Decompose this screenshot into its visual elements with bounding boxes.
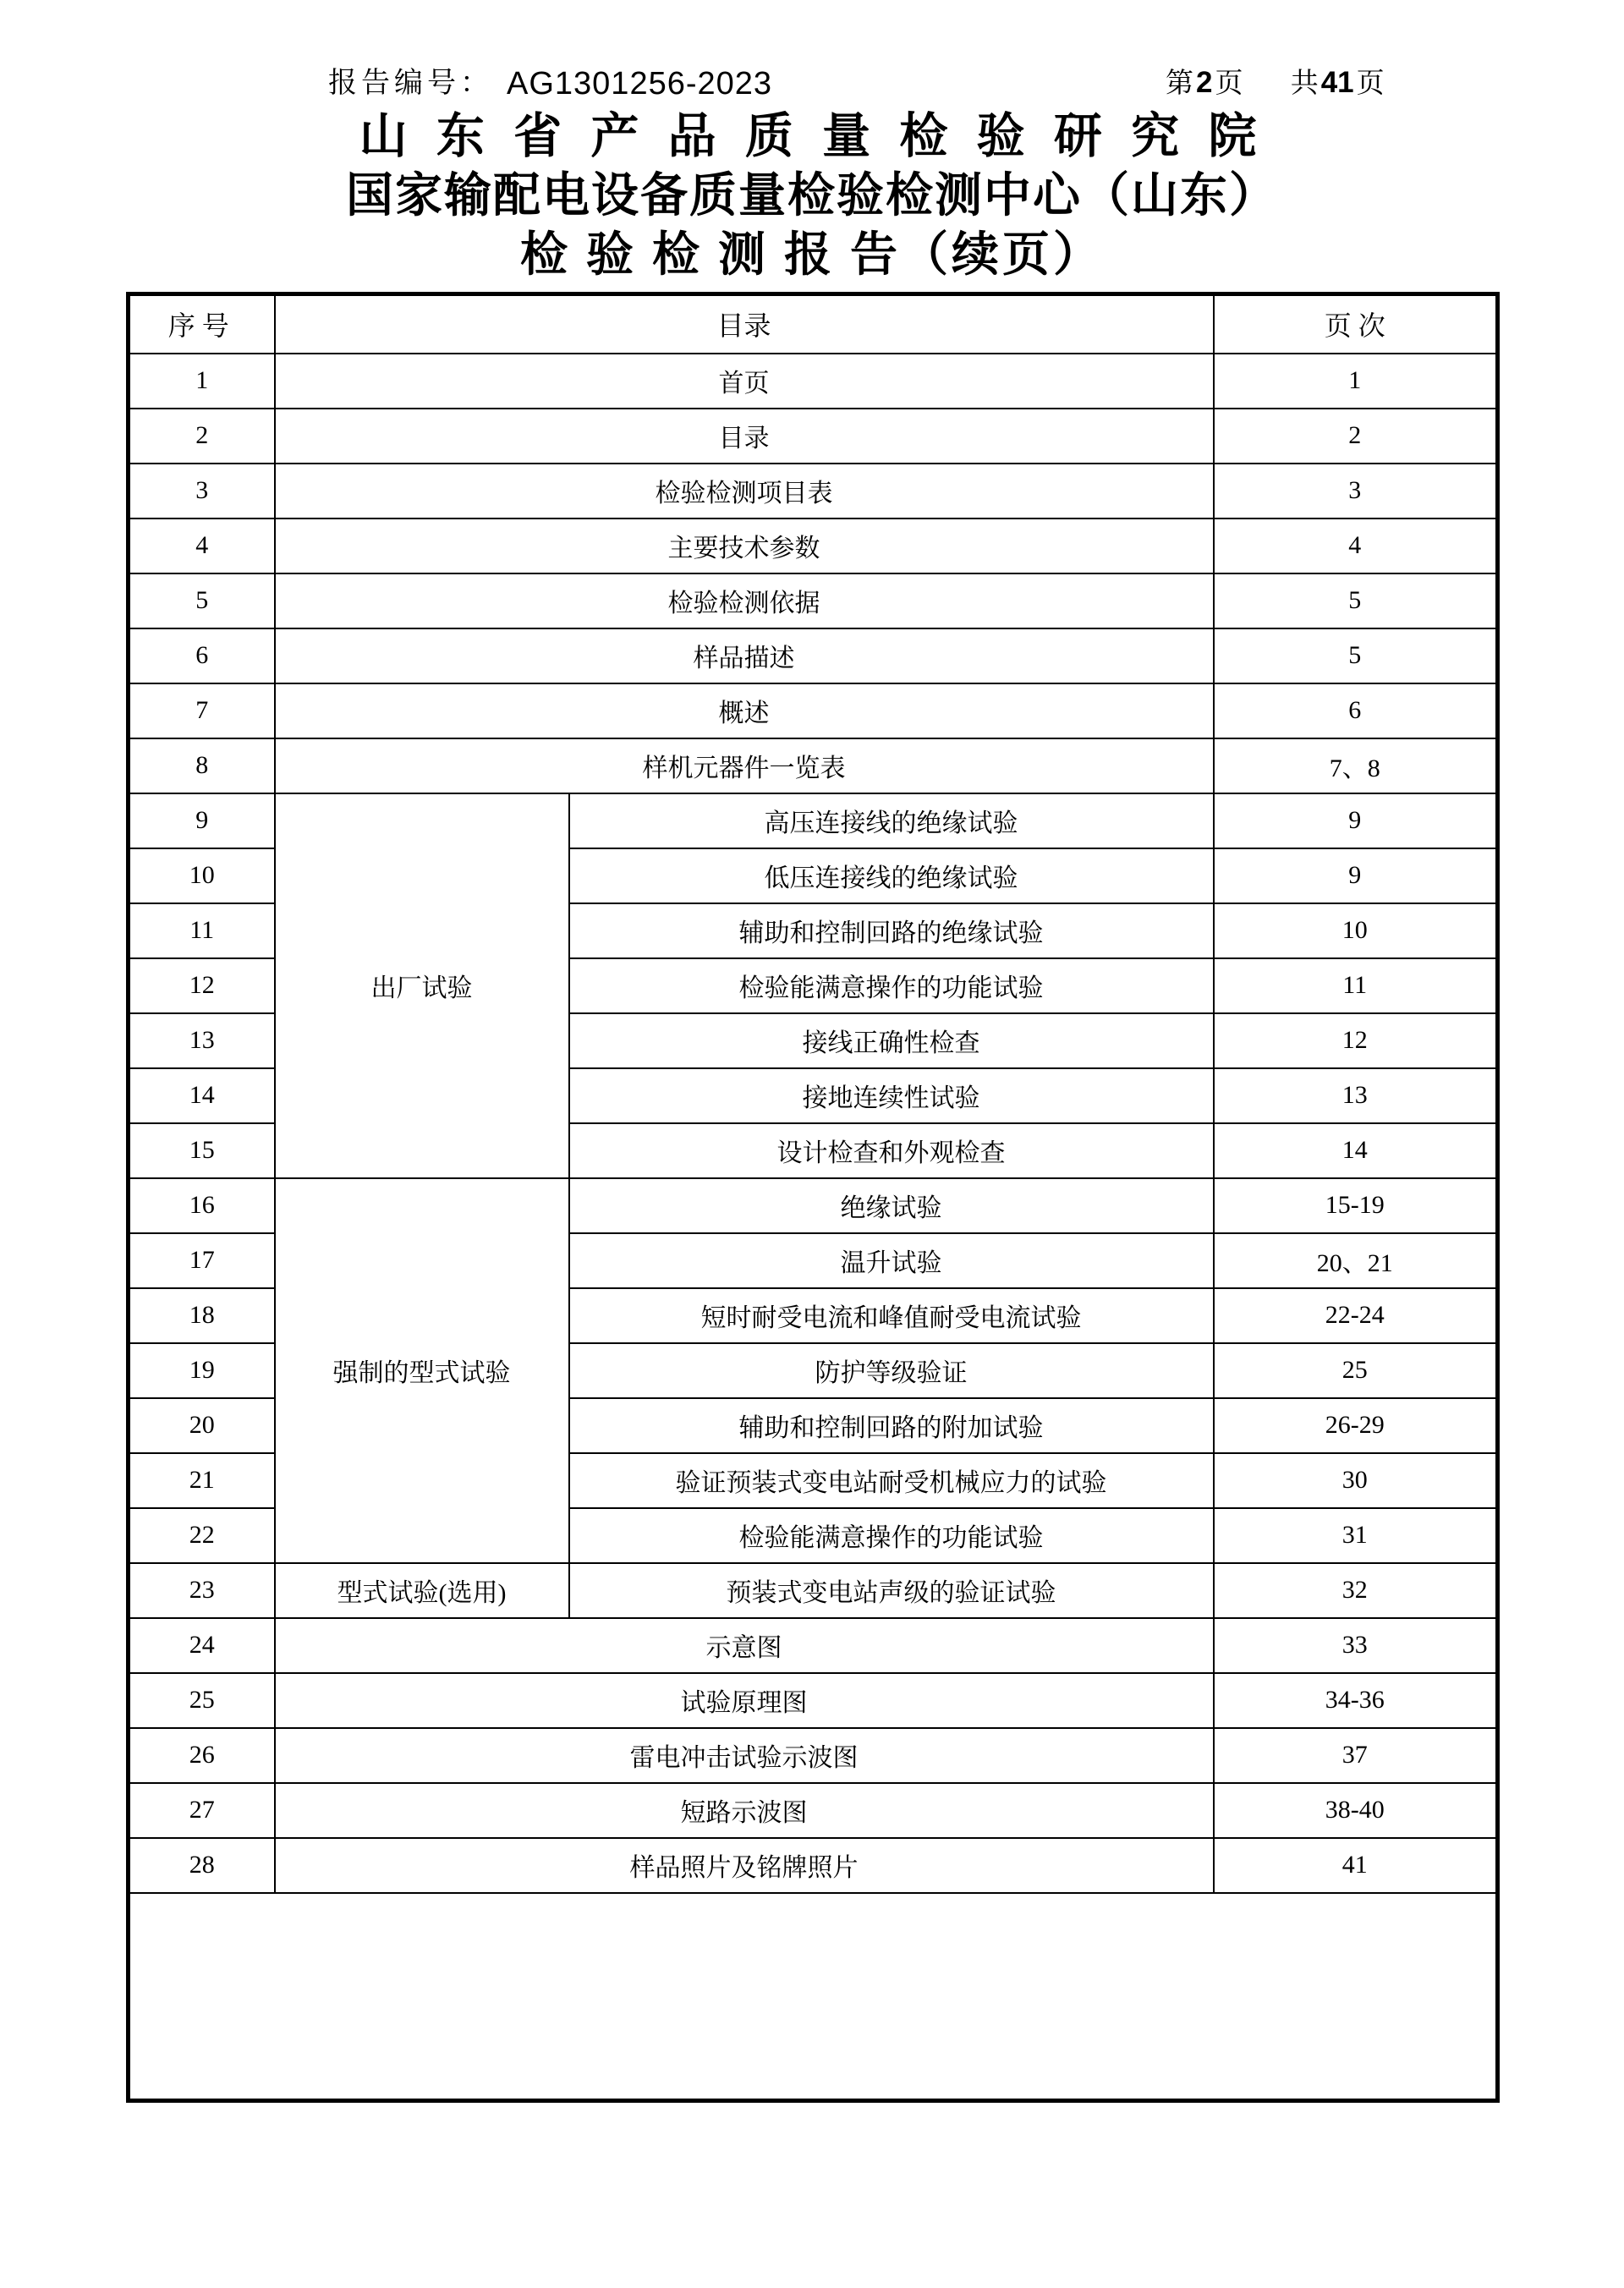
row-item: 设计检查和外观检查	[569, 1123, 1214, 1178]
toc-table	[126, 292, 1500, 2103]
row-page: 33	[1214, 1618, 1498, 1673]
row-item: 概述	[275, 683, 1214, 738]
row-page: 10	[1214, 903, 1498, 958]
institute-name: 山 东 省 产 品 质 量 检 验 研 究 院	[359, 110, 1265, 163]
row-page: 9	[1214, 848, 1498, 903]
row-number: 8	[129, 738, 275, 793]
row-item: 接地连续性试验	[569, 1068, 1214, 1123]
table-row	[129, 1838, 1498, 1893]
row-item: 检验能满意操作的功能试验	[569, 1508, 1214, 1563]
table-row	[129, 1728, 1498, 1783]
row-page: 32	[1214, 1563, 1498, 1618]
page-indicator	[1166, 61, 1385, 101]
row-number: 27	[129, 1783, 275, 1838]
header-contents: 目录	[275, 294, 1214, 354]
row-number: 5	[129, 573, 275, 628]
row-number: 3	[129, 464, 275, 519]
row-number: 18	[129, 1288, 275, 1343]
row-number: 15	[129, 1123, 275, 1178]
row-number: 28	[129, 1838, 275, 1893]
row-number: 7	[129, 683, 275, 738]
row-item: 样品描述	[275, 628, 1214, 683]
row-item: 辅助和控制回路的附加试验	[569, 1398, 1214, 1453]
row-number: 12	[129, 958, 275, 1013]
row-page: 22-24	[1214, 1288, 1498, 1343]
table-row	[129, 519, 1498, 573]
group-label-optional-type-tests: 型式试验(选用)	[275, 1563, 569, 1618]
current-page-number: 2	[1196, 66, 1213, 99]
row-page: 5	[1214, 573, 1498, 628]
row-number: 11	[129, 903, 275, 958]
row-page: 1	[1214, 354, 1498, 409]
row-number: 2	[129, 409, 275, 464]
row-page: 3	[1214, 464, 1498, 519]
row-number: 23	[129, 1563, 275, 1618]
header-page: 页 次	[1214, 294, 1498, 354]
row-page: 14	[1214, 1123, 1498, 1178]
row-number: 24	[129, 1618, 275, 1673]
row-number: 19	[129, 1343, 275, 1398]
row-page: 41	[1214, 1838, 1498, 1893]
row-page: 13	[1214, 1068, 1498, 1123]
row-number: 26	[129, 1728, 275, 1783]
row-item: 辅助和控制回路的绝缘试验	[569, 903, 1214, 958]
row-number: 14	[129, 1068, 275, 1123]
row-number: 25	[129, 1673, 275, 1728]
table-row	[129, 464, 1498, 519]
header-no: 序号	[129, 294, 275, 354]
row-item: 试验原理图	[275, 1673, 1214, 1728]
row-item: 样机元器件一览表	[275, 738, 1214, 793]
report-type-title: 检 验 检 测 报 告（续页）	[520, 229, 1104, 282]
row-item: 检验检测项目表	[275, 464, 1214, 519]
table-row	[129, 683, 1498, 738]
row-item: 目录	[275, 409, 1214, 464]
table-row	[129, 409, 1498, 464]
row-number: 10	[129, 848, 275, 903]
table-row	[129, 793, 1498, 848]
row-page: 5	[1214, 628, 1498, 683]
row-item: 主要技术参数	[275, 519, 1214, 573]
row-item: 温升试验	[569, 1233, 1214, 1288]
table-row	[129, 1618, 1498, 1673]
empty-area	[129, 1893, 1498, 2101]
row-page: 20、21	[1214, 1233, 1498, 1288]
row-item: 首页	[275, 354, 1214, 409]
row-page: 34-36	[1214, 1673, 1498, 1728]
report-number-line	[328, 59, 772, 102]
total-pages: 共41页	[1290, 66, 1385, 99]
row-page: 4	[1214, 519, 1498, 573]
row-item: 检验能满意操作的功能试验	[569, 958, 1214, 1013]
row-item: 示意图	[275, 1618, 1214, 1673]
row-page: 6	[1214, 683, 1498, 738]
table-row	[129, 1563, 1498, 1618]
row-page: 38-40	[1214, 1783, 1498, 1838]
row-number: 20	[129, 1398, 275, 1453]
table-row	[129, 738, 1498, 793]
group-label-factory-tests: 出厂试验	[275, 793, 569, 1178]
table-row	[129, 1673, 1498, 1728]
row-item: 样品照片及铭牌照片	[275, 1838, 1214, 1893]
row-number: 13	[129, 1013, 275, 1068]
table-row	[129, 628, 1498, 683]
empty-area-row	[129, 1893, 1498, 2101]
table-row	[129, 354, 1498, 409]
row-page: 9	[1214, 793, 1498, 848]
row-page: 37	[1214, 1728, 1498, 1783]
row-page: 26-29	[1214, 1398, 1498, 1453]
row-item: 低压连接线的绝缘试验	[569, 848, 1214, 903]
row-number: 22	[129, 1508, 275, 1563]
toc-header-row	[129, 294, 1498, 354]
group-label-mandatory-type-tests: 强制的型式试验	[275, 1178, 569, 1563]
row-page: 15-19	[1214, 1178, 1498, 1233]
total-page-number: 41	[1320, 66, 1354, 99]
row-item: 验证预装式变电站耐受机械应力的试验	[569, 1453, 1214, 1508]
center-name: 国家输配电设备质量检验检测中心（山东）	[346, 170, 1278, 222]
row-item: 预装式变电站声级的验证试验	[569, 1563, 1214, 1618]
table-row	[129, 573, 1498, 628]
row-page: 7、8	[1214, 738, 1498, 793]
row-item: 雷电冲击试验示波图	[275, 1728, 1214, 1783]
table-row	[129, 1783, 1498, 1838]
row-item: 检验检测依据	[275, 573, 1214, 628]
row-page: 12	[1214, 1013, 1498, 1068]
row-item: 短时耐受电流和峰值耐受电流试验	[569, 1288, 1214, 1343]
row-item: 防护等级验证	[569, 1343, 1214, 1398]
row-page: 30	[1214, 1453, 1498, 1508]
current-page: 第2页	[1166, 66, 1243, 99]
row-number: 6	[129, 628, 275, 683]
row-page: 31	[1214, 1508, 1498, 1563]
row-item: 高压连接线的绝缘试验	[569, 793, 1214, 848]
row-number: 1	[129, 354, 275, 409]
row-number: 4	[129, 519, 275, 573]
row-item: 绝缘试验	[569, 1178, 1214, 1233]
row-number: 17	[129, 1233, 275, 1288]
row-number: 16	[129, 1178, 275, 1233]
report-number-label: 报告编号：	[328, 68, 493, 99]
row-number: 9	[129, 793, 275, 848]
row-item: 接线正确性检查	[569, 1013, 1214, 1068]
row-page: 25	[1214, 1343, 1498, 1398]
row-page: 2	[1214, 409, 1498, 464]
row-page: 11	[1214, 958, 1498, 1013]
row-item: 短路示波图	[275, 1783, 1214, 1838]
document-title	[0, 107, 1624, 285]
report-number-value: AG1301256-2023	[507, 66, 773, 102]
row-number: 21	[129, 1453, 275, 1508]
table-row	[129, 1178, 1498, 1233]
